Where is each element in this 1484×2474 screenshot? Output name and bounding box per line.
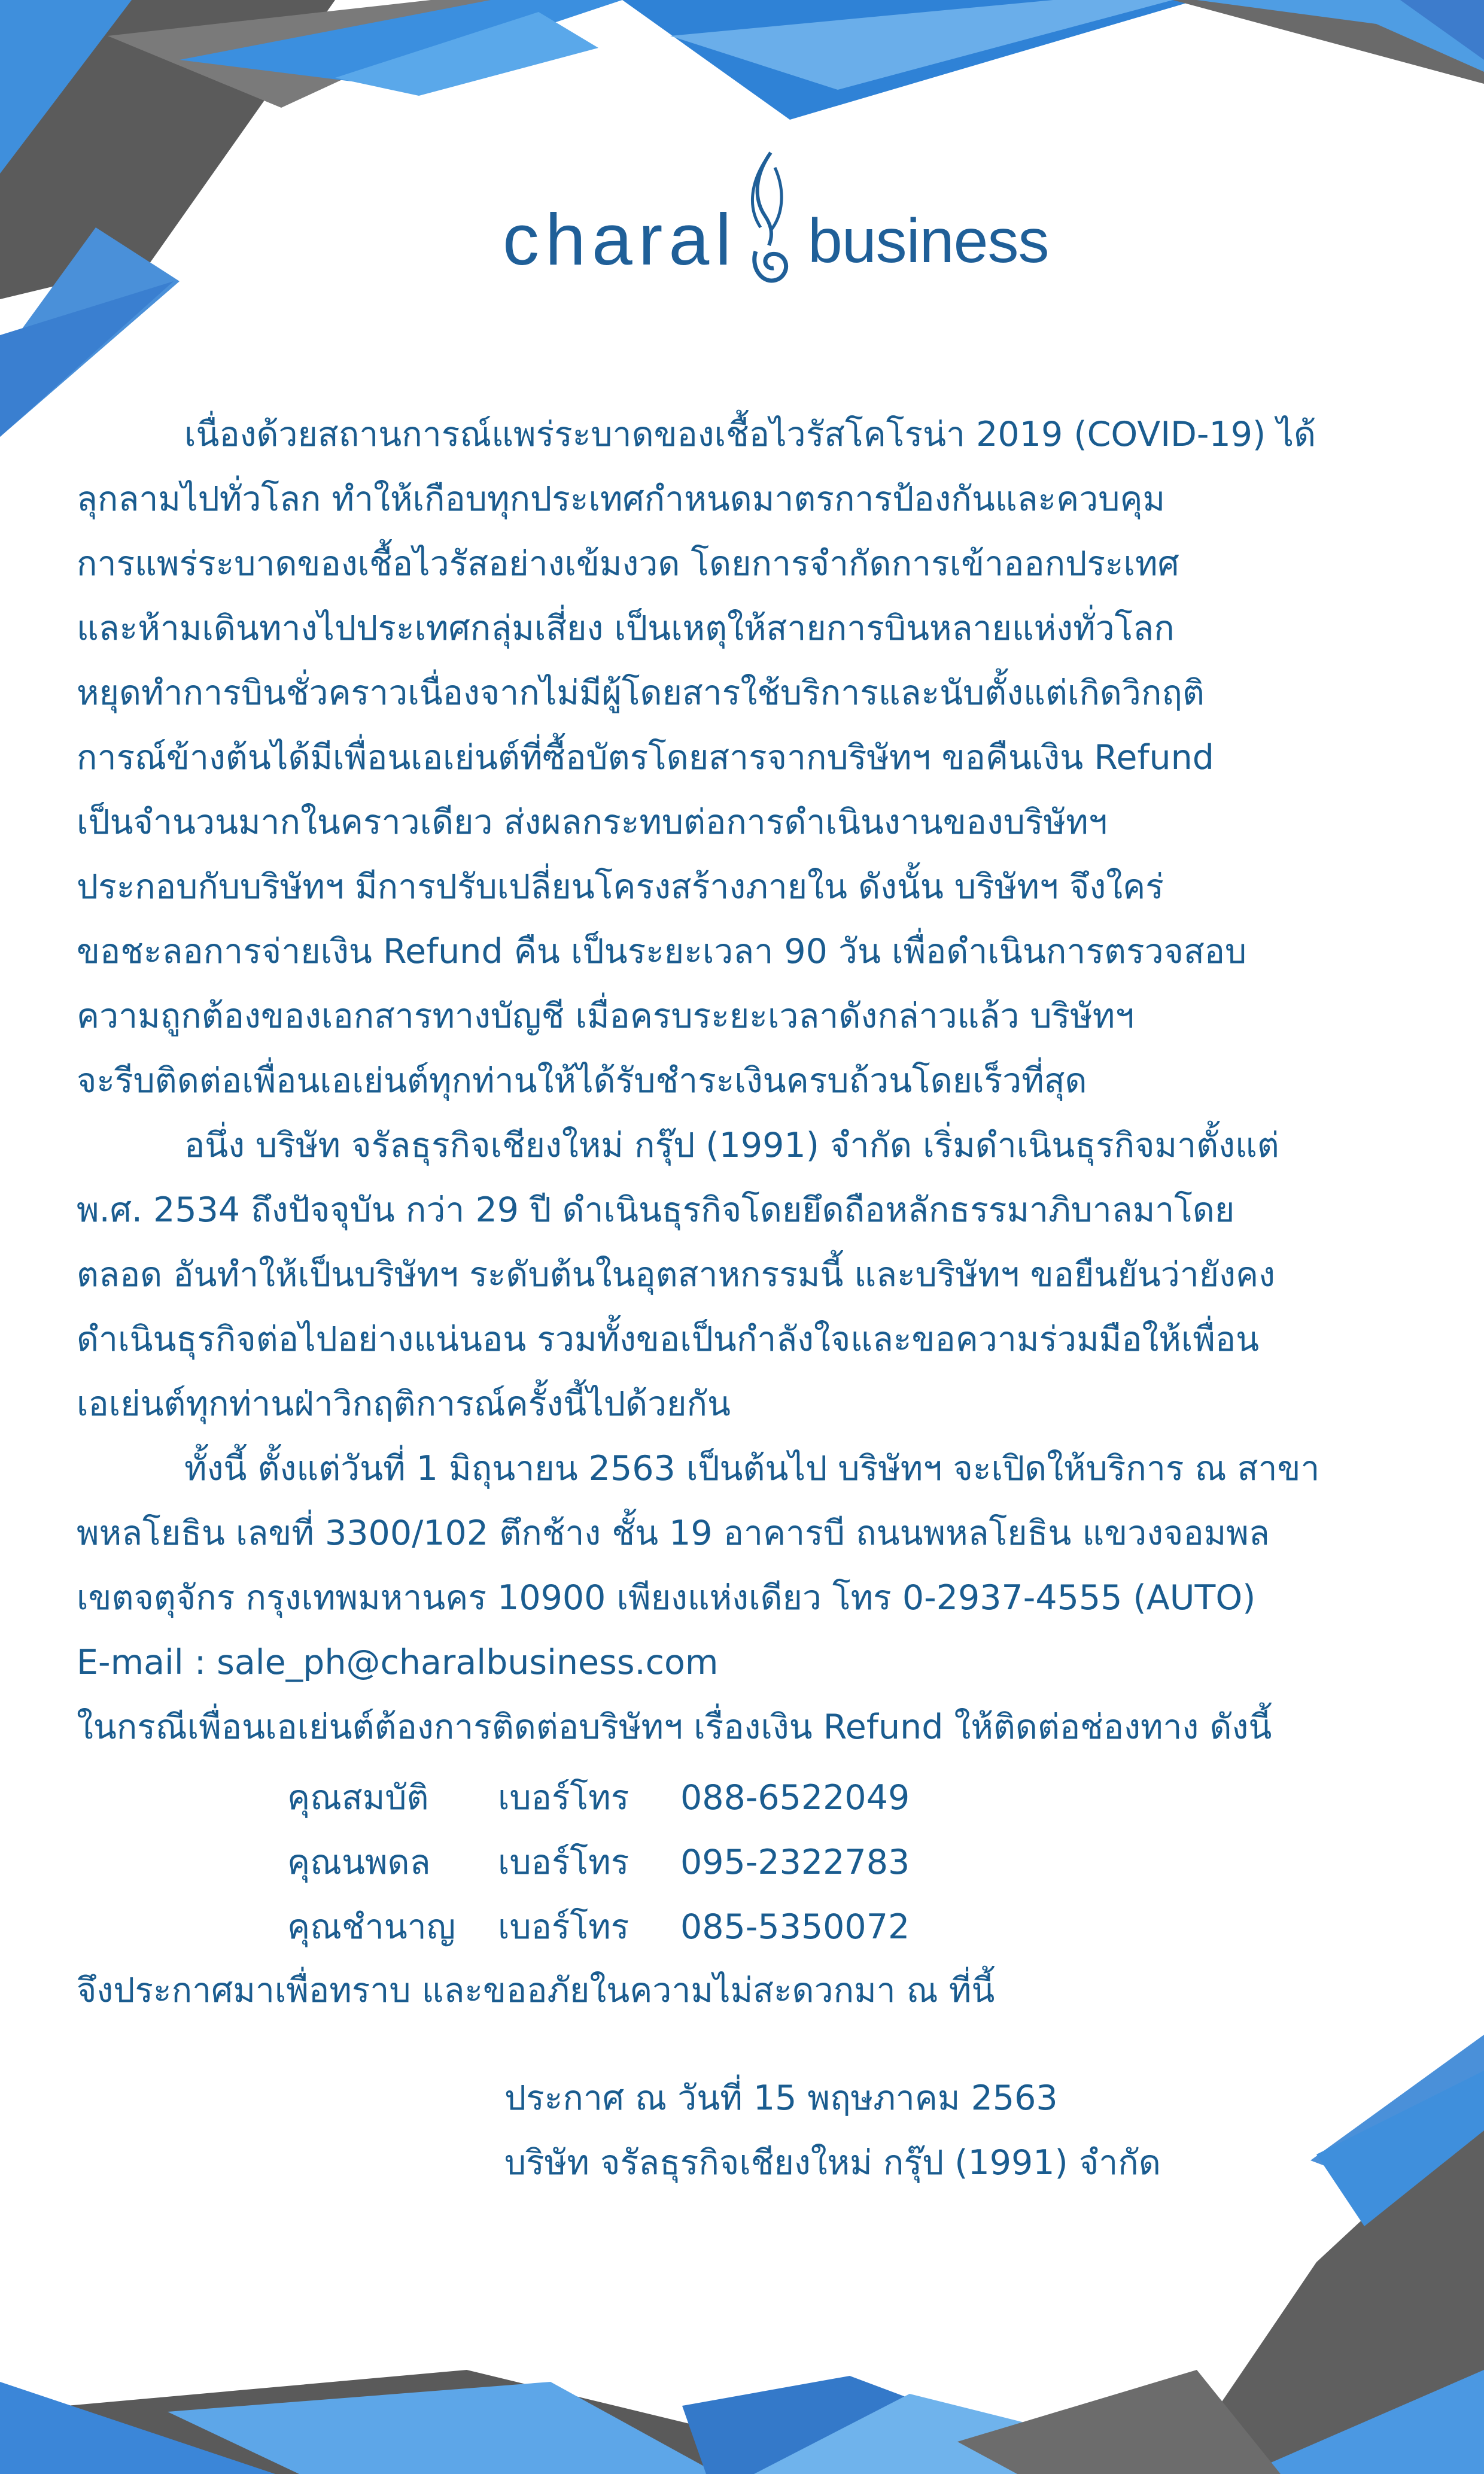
signature-block [504,2066,1161,2195]
closing-statement: จึงประกาศมาเพื่อทราบ และขออภัยในความไม่สะดวกมา ณ ที่นี้ [77,1971,995,2010]
text-line: พหลโยธิน เลขที่ 3300/102 ตึกช้าง ชั้น 19 อาคารบี ถนนพหลโยธิน แขวงจอมพล [77,1513,1270,1553]
phone-number[interactable]: 088-6522049 [680,1778,910,1817]
text-line: ลุกลามไปทั่วโลก ทำให้เกือบทุกประเทศกำหนดมาตรการป้องกันและควบคุม [77,479,1166,519]
text-line: ความถูกต้องของเอกสารทางบัญชี เมื่อครบระยะเวลาดังกล่าวแล้ว บริษัทฯ [77,996,1135,1036]
phone-label: เบอร์โทร [498,1907,630,1947]
paragraph-covid-refund [77,402,1453,1113]
text-line: พ.ศ. 2534 ถึงปัจจุบัน กว่า 29 ปี ดำเนินธุรกิจโดยยึดถือหลักธรรมาภิบาลมาโดย [77,1190,1235,1230]
text-line: ดำเนินธุรกิจต่อไปอย่างแน่นอน รวมทั้งขอเป็นกำลังใจและขอความร่วมมือให้เพื่อน [77,1320,1260,1359]
phone-label: เบอร์โทร [498,1778,630,1817]
text-line: หยุดทำการบินชั่วคราวเนื่องจากไม่มีผู้โดยสารใช้บริการและนับตั้งแต่เกิดวิกฤติ [77,673,1205,713]
announcement-body [77,402,1453,1759]
text-line: ขอชะลอการจ่ายเงิน Refund คืน เป็นระยะเวลา 90 วัน เพื่อดำเนินการตรวจสอบ [77,932,1247,971]
text-line: จะรีบติดต่อเพื่อนเอเย่นต์ทุกท่านให้ได้รับชำระเงินครบถ้วนโดยเร็วที่สุด [77,1061,1087,1101]
phone-label: เบอร์โทร [498,1843,630,1882]
text-line: การณ์ข้างต้นได้มีเพื่อนเอเย่นต์ที่ซื้อบัตรโดยสารจากบริษัทฯ ขอคืนเงิน Refund [77,738,1214,777]
contact-name: คุณนพดล [287,1843,431,1882]
text-line: อนึ่ง บริษัท จรัลธุรกิจเชียงใหม่ กรุ๊ป (1991) จำกัด เริ่มดำเนินธุรกิจมาตั้งแต่ [184,1126,1279,1165]
text-line: เขตจตุจักร กรุงเทพมหานคร 10900 เพียงแห่งเดียว โทร 0-2937-4555 (AUTO) [77,1578,1256,1618]
company-name: บริษัท จรัลธุรกิจเชียงใหม่ กรุ๊ป (1991) จำกัด [504,2143,1161,2183]
contact-intro: ในกรณีเพื่อนเอเย่นต์ต้องการติดต่อบริษัทฯ เรื่องเงิน Refund ให้ติดต่อช่องทาง ดังนี้ [77,1707,1272,1747]
text-line: และห้ามเดินทางไปประเทศกลุ่มเสี่ยง เป็นเหตุให้สายการบินหลายแห่งทั่วโลก [77,609,1175,648]
announcement-date: ประกาศ ณ วันที่ 15 พฤษภาคม 2563 [504,2078,1058,2118]
text-line: เป็นจำนวนมากในคราวเดียว ส่งผลกระทบต่อการดำเนินงานของบริษัทฯ [77,803,1108,842]
contact-name: คุณชำนาญ [287,1907,456,1947]
email-link[interactable]: E-mail : sale_ph@charalbusiness.com [77,1643,719,1682]
company-logo [503,150,1049,299]
phone-number[interactable]: 095-2322783 [680,1843,910,1882]
text-line: เอเย่นต์ทุกท่านฝ่าวิกฤติการณ์ครั้งนี้ไปด้วยกัน [77,1384,731,1424]
paragraph-branch-info [77,1436,1453,1759]
flame-logo-icon [738,150,798,293]
paragraph-company-history [77,1113,1453,1436]
logo-word-charal: charal [503,199,738,280]
text-line: ทั้งนี้ ตั้งแต่วันที่ 1 มิถุนายน 2563 เป็นต้นไป บริษัทฯ จะเปิดให้บริการ ณ สาขา [184,1449,1320,1488]
text-line: เนื่องด้วยสถานการณ์แพร่ระบาดของเชื้อไวรัสโคโรน่า 2019 (COVID-19) ได้ [184,415,1316,454]
logo-word-business: business [808,206,1049,276]
text-line: ประกอบกับบริษัทฯ มีการปรับเปลี่ยนโครงสร้างภายใน ดังนั้น บริษัทฯ จึงใคร่ [77,867,1164,907]
text-line: การแพร่ระบาดของเชื้อไวรัสอย่างเข้มงวด โดยการจำกัดการเข้าออกประเทศ [77,544,1179,583]
contact-name: คุณสมบัติ [287,1778,429,1817]
text-line: ตลอด อันทำให้เป็นบริษัทฯ ระดับต้นในอุตสาหกรรมนี้ และบริษัทฯ ขอยืนยันว่ายังคง [77,1255,1275,1294]
phone-number[interactable]: 085-5350072 [680,1907,910,1947]
